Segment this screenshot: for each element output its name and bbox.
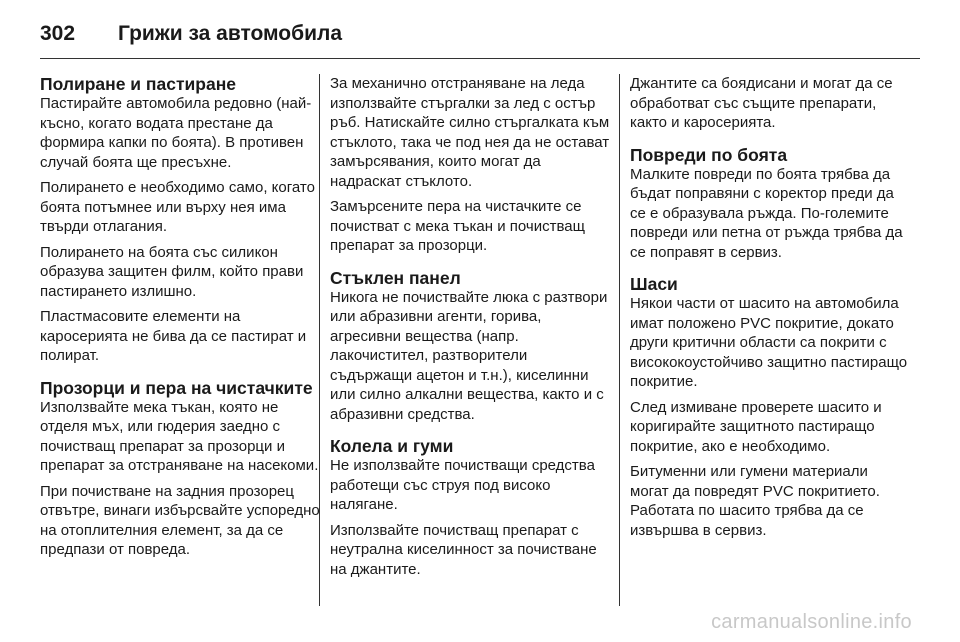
section-windows-continued — [330, 74, 610, 256]
section-wheels-tyres — [330, 436, 610, 579]
paragraph: Полирането е необходимо само, когато боята потъмнее или върху нея има твърди отлагания. — [40, 179, 315, 235]
section-windows-wipers — [40, 378, 320, 560]
content-columns — [40, 74, 920, 612]
paragraph: След измиване проверете шасито и коригирайте защитното пастиращо покритие, ако е необходимо. — [630, 398, 882, 455]
page-header — [40, 14, 920, 54]
section-paint-damage — [630, 145, 910, 263]
watermark-text: carmanualsonline.info — [711, 611, 912, 633]
paragraph: Пластмасовите елементи на каросерията не бива да се пастират и полират. — [40, 308, 307, 364]
paragraph: Малките повреди по боята трябва да бъдат поправяни с коректор преди да се е образувала ръжда. По-големите повреди или петна от ръжда трябва да се поправят в сервиз. — [630, 165, 903, 261]
page-title: Грижи за автомобила — [118, 22, 343, 45]
header-rule — [40, 58, 920, 59]
paragraph: Използвайте почистващ препарат с неутрална киселинност за почистване на джантите. — [330, 521, 597, 578]
paragraph: Замърсените пера на чистачките се почистват с мека тъкан и почистващ препарат за прозорци. — [330, 198, 585, 254]
page-number: 302 — [40, 22, 76, 45]
paragraph: Някои части от шасито на автомобила имат положено PVC покритие, докато други критични области са покрити с висококоустойчиво защитно пастиращо покритие. — [630, 295, 908, 390]
paragraph: Пастирайте автомобила редовно (най-късно, когато водата престане да формира капки по боята). В противен случай боята ще пресъхне. — [40, 95, 312, 171]
section-heading: Шаси — [630, 274, 678, 294]
paragraph: При почистване на задния прозорец отвътре, винаги избърсвайте успоредно на отоплителния елемент, за да се предпази от повреда. — [40, 482, 320, 558]
paragraph: Никога не почиствайте люка с разтвори или абразивни агенти, горива, агресивни вещества (напр. лакочистител, разтворители съдържащи ацетон и т.н.), киселинни или силно алкални вещества, както и с абразивни средства. — [330, 288, 608, 423]
section-wheels-continued — [630, 74, 910, 133]
paragraph: Не използвайте почистващи средства работещи със струя под високо налягане. — [330, 457, 595, 513]
paragraph: Използвайте мека тъкан, която не отделя мъх, или гюдерия заедно с почистващ препарат за прозорци и препарат за отстраняване на насекоми. — [40, 398, 319, 474]
section-glass-panel — [330, 268, 610, 425]
column-right — [630, 74, 910, 612]
paragraph: Полирането на боята със силикон образува защитен филм, който прави пастирането излишно. — [40, 243, 304, 300]
paragraph: За механично отстраняване на леда използвайте стъргалки за лед с остър ръб. Натискайте силно стъргалката към стъклото, така че под нея да не остават замърсявания, които могат да надраскат стъклото. — [330, 75, 610, 190]
column-divider — [619, 74, 620, 606]
column-left — [40, 74, 320, 612]
section-heading: Стъклен панел — [330, 267, 461, 288]
section-heading: Полиране и пастиране — [40, 74, 237, 94]
paragraph: Джантите са боядисани и могат да се обработват със същите препарати, както и каросерията. — [630, 75, 893, 131]
column-middle — [330, 74, 610, 612]
paragraph: Битуменни или гумени материали могат да повредят PVC покритието. Работата по шасито трябва да се извършва в сервиз. — [630, 463, 880, 539]
section-heading: Повреди по боята — [630, 144, 788, 165]
section-underbody — [630, 274, 910, 540]
section-polishing — [40, 74, 320, 366]
section-heading: Колела и гуми — [330, 436, 454, 456]
section-heading: Прозорци и пера на чистачките — [40, 377, 313, 398]
